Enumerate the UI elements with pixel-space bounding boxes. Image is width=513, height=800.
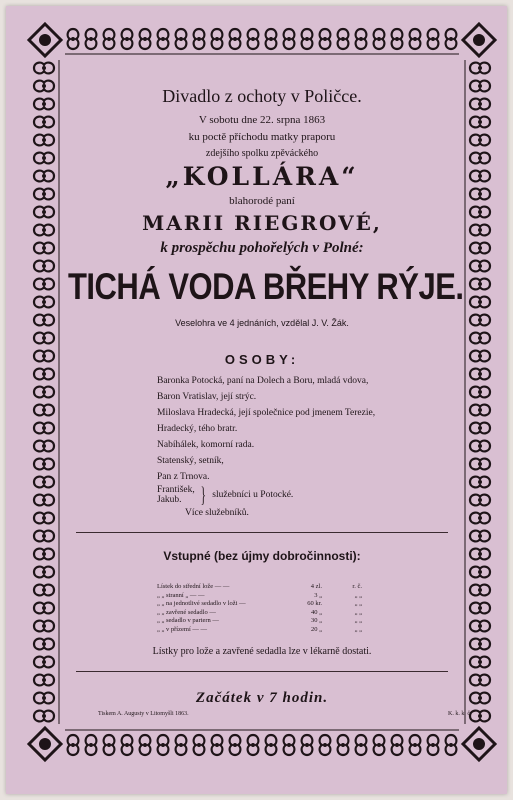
border-left-ornament (28, 23, 60, 761)
cast-item: Pan z Trnova. (157, 472, 210, 482)
start-time: Začátek v 7 hodin. (195, 690, 329, 706)
price-row (157, 600, 456, 609)
price-row (157, 626, 456, 635)
theatre-title: Divadlo z ochoty v Poličce. (162, 86, 362, 106)
price-label: Lístek do střední lože — — (157, 583, 230, 590)
cast-item: Statenský, setník, (157, 456, 224, 466)
price-label: „ „ zavřené sedadlo — (157, 608, 216, 616)
corner-ornament-bottom-right (459, 724, 499, 764)
servant-name: Jakub. (157, 495, 182, 505)
cast-item: Nabíhálek, komorní rada. (157, 440, 255, 450)
admission-heading: Vstupné (bez újmy dobročinnosti): (163, 549, 361, 563)
price-label: „ „ na jednotlivé sedadlo v loži — (157, 600, 246, 607)
brace-symbol: } (200, 482, 206, 507)
cast-list (68, 373, 456, 505)
corner-ornament-bottom-left (25, 724, 65, 764)
price-amount: 40 „ (310, 608, 322, 616)
price-row (157, 617, 456, 626)
price-unit: „ „ (354, 625, 362, 633)
cast-item: Baron Vratislav, její strýc. (157, 392, 257, 402)
servant-name: František, (157, 485, 195, 495)
price-list (157, 583, 456, 634)
poster-content (68, 68, 464, 707)
corner-ornament-top-right (459, 20, 499, 60)
cast-heading: OSOBY: (224, 352, 300, 367)
price-row (157, 592, 456, 601)
price-unit: „ „ (354, 591, 362, 599)
printer-mark: K. k. k. č. (448, 711, 472, 717)
price-label: „ „ sedadlo v partern — (157, 617, 219, 624)
servants-role: služebníci u Potocké. (212, 490, 294, 500)
price-unit: „ „ (354, 617, 362, 624)
cast-item: Hradecký, tého bratr. (157, 424, 238, 434)
play-title: TICHÁ VODA BŘEHY RÝJE. (68, 265, 464, 308)
cast-item: Miloslava Hradecká, její společnice pod jmenem Terezie, (157, 408, 376, 418)
price-unit: „ „ (354, 600, 362, 607)
honor-line: blahorodé paní (229, 195, 295, 207)
price-amount: 30 „ (310, 617, 322, 624)
price-amount: 60 kr. (307, 600, 322, 607)
servant-names (157, 485, 195, 505)
more-servants: Více služebníků. (185, 508, 249, 518)
society-name: „KOLLÁRA“ (165, 162, 359, 191)
border-top-ornament (28, 23, 496, 55)
price-row (157, 609, 456, 618)
honoree-name: MARII RIEGROVÉ, (142, 211, 382, 235)
play-subtitle: Veselohra ve 4 jednáních, vzdělal J. V. Žák. (175, 318, 349, 328)
ornamental-border (28, 23, 496, 761)
price-label: „ „ v přízemí — — (157, 625, 207, 633)
date-line: V sobotu dne 22. srpna 1863 (198, 114, 326, 126)
price-amount: 4 zl. (310, 583, 322, 590)
corner-ornament-top-left (25, 20, 65, 60)
divider (76, 532, 448, 533)
border-bottom-ornament (28, 729, 496, 761)
divider (76, 671, 448, 672)
occasion-line: ku poctě příchodu matky praporu (188, 131, 336, 143)
society-line: zdejšího spolku zpěváckého (205, 148, 319, 159)
price-label: „ „ stranní „ — — (157, 591, 205, 599)
price-amount: 20 „ (310, 625, 322, 633)
price-row (157, 583, 456, 592)
printer-imprint: Tiskem A. Augusty v Litomyšli 1863. (98, 711, 189, 717)
servants-group (157, 482, 456, 507)
poster-sheet (6, 6, 507, 794)
border-right-ornament (464, 23, 496, 761)
benefit-line: k prospěchu pohořelých v Polné: (160, 240, 364, 256)
tickets-note: Lístky pro lože a zavřené sedadla lze v lékarně dostati. (152, 646, 372, 657)
price-unit: „ „ (354, 608, 362, 616)
cast-item: Baronka Potocká, paní na Dolech a Boru, mladá vdova, (157, 376, 369, 386)
price-unit: r. č. (352, 583, 362, 590)
price-amount: 3 „ (314, 591, 322, 599)
